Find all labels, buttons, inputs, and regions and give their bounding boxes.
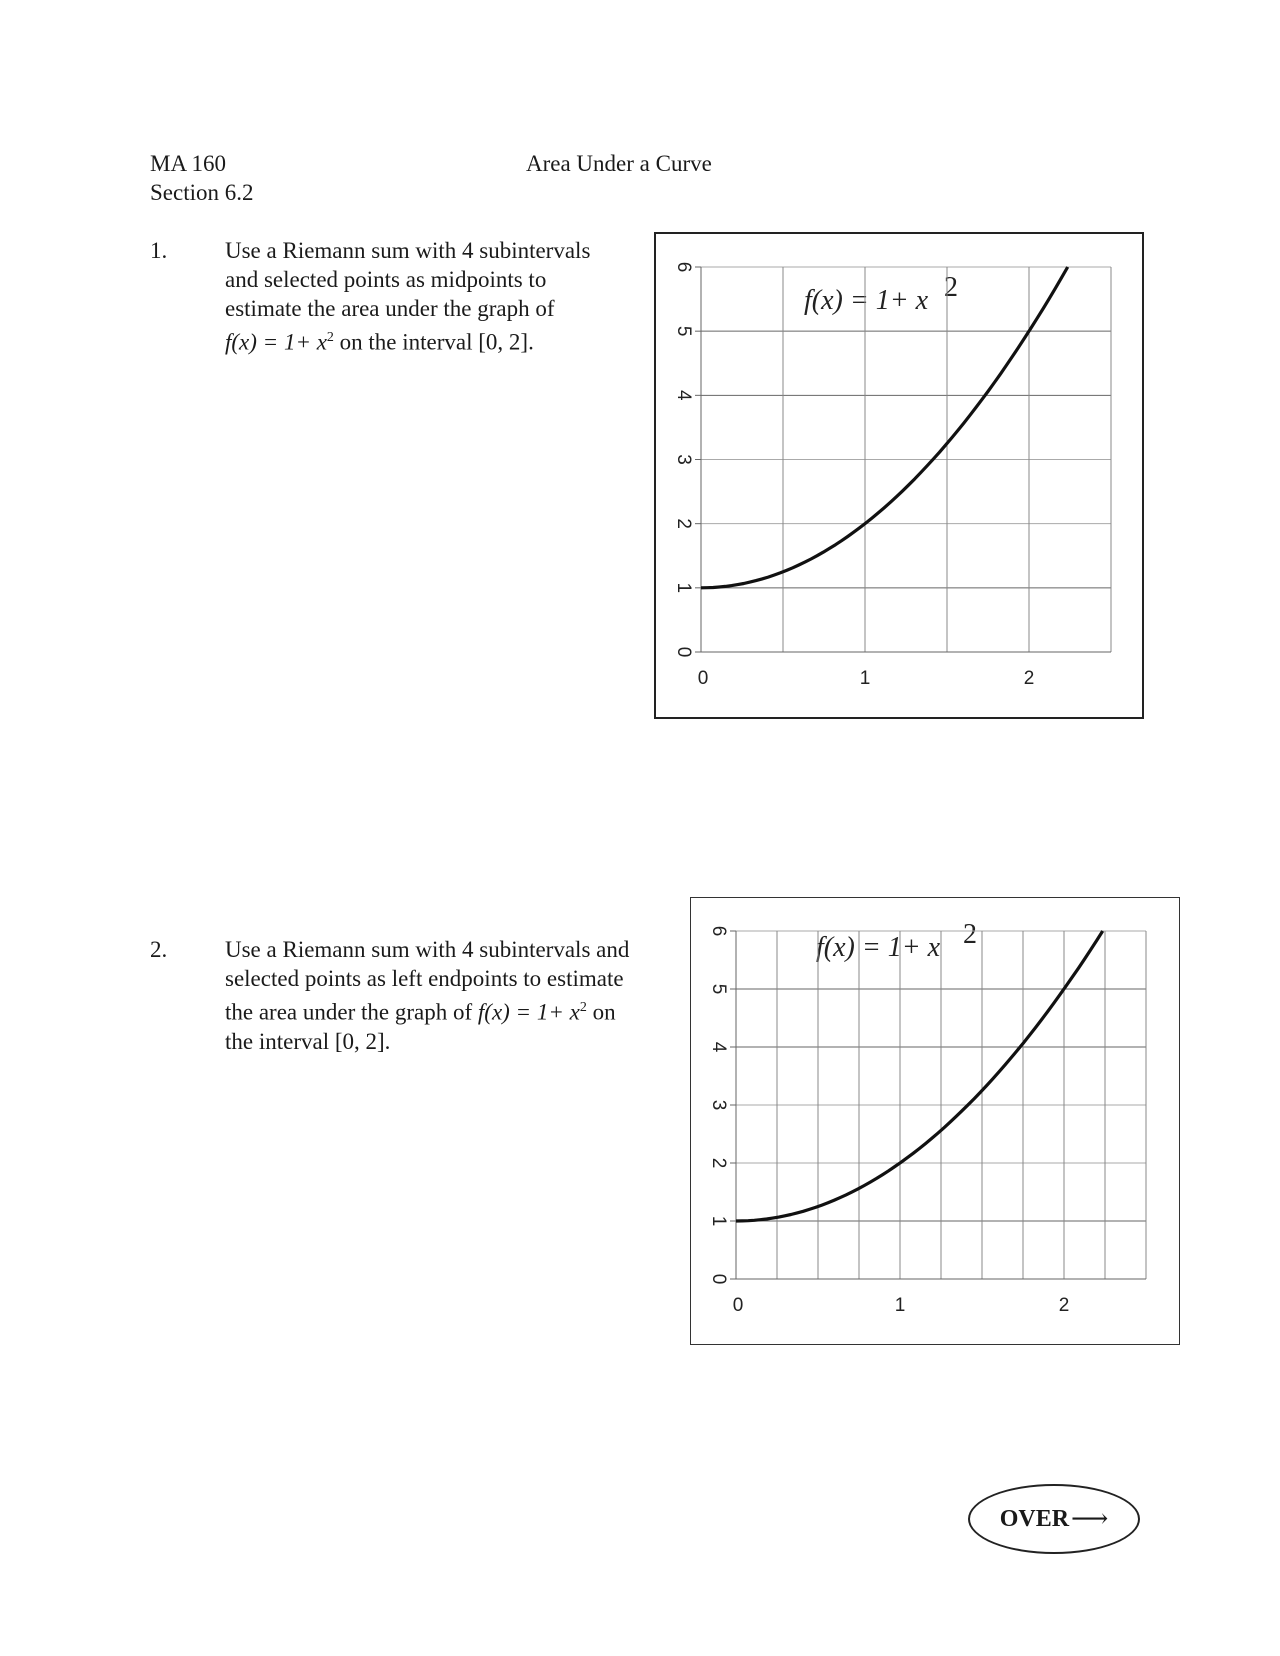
- course-code: MA 160: [150, 151, 227, 176]
- graph-1-function-exponent: 2: [944, 272, 958, 303]
- graph-2-svg: [691, 898, 1179, 1344]
- question-2-formula-exponent: 2: [579, 1000, 587, 1015]
- graph-1-y-tick-label: 5: [672, 325, 694, 337]
- graph-1-function-label: f(x) = 1+ x: [804, 285, 929, 316]
- graph-2-y-tick-label: 5: [707, 983, 729, 995]
- graph-1-y-tick-label: 1: [672, 582, 694, 594]
- question-2-number: 2.: [150, 937, 168, 962]
- graph-1-frame: [654, 232, 1144, 719]
- question-1-text: [225, 236, 645, 357]
- question-1-line: and selected points as midpoints to: [225, 267, 547, 292]
- question-1-formula: f(x) = 1+ x: [225, 329, 327, 355]
- graph-2-x-tick-label: 1: [894, 1295, 906, 1316]
- graph-2-x-tick-label: 2: [1058, 1295, 1070, 1316]
- graph-1-svg: [656, 234, 1142, 717]
- question-1-number: 1.: [150, 238, 168, 263]
- graph-2-y-tick-label: 3: [707, 1099, 729, 1111]
- question-2-formula-line: [225, 993, 675, 1027]
- question-2-formula: f(x) = 1+ x: [477, 999, 580, 1025]
- graph-1-y-tick-label: 6: [672, 261, 694, 273]
- graph-1-y-tick-label: 2: [672, 518, 694, 529]
- graph-2-function-label: f(x) = 1+ x: [816, 932, 941, 963]
- question-1-line: Use a Riemann sum with 4 subintervals: [225, 238, 591, 263]
- graph-2-y-tick-label: 2: [707, 1157, 729, 1169]
- question-2-prefix: the area under the graph of: [225, 999, 478, 1025]
- question-1-interval: on the interval [0, 2].: [333, 329, 534, 355]
- graph-1-y-tick-label: 4: [672, 390, 694, 401]
- graph-1-x-tick-label: 2: [1023, 668, 1035, 689]
- graph-2-x-tick-label: 0: [732, 1295, 744, 1316]
- question-1-formula-line: [225, 323, 645, 357]
- question-1-line: estimate the area under the graph of: [225, 296, 555, 321]
- question-2-suffix: on: [586, 999, 616, 1025]
- graph-2-function-exponent: 2: [963, 919, 977, 950]
- graph-1-x-tick-label: 1: [859, 668, 871, 689]
- over-button[interactable]: [968, 1484, 1140, 1554]
- graph-2-y-tick-label: 6: [707, 925, 729, 937]
- question-2-text: [225, 935, 675, 1056]
- graph-2-frame: [690, 897, 1180, 1345]
- graph-1-y-tick-label: 0: [672, 646, 694, 658]
- question-2-line: selected points as left endpoints to estimate: [225, 966, 624, 991]
- graph-2-y-tick-label: 4: [707, 1041, 729, 1053]
- question-2-line: Use a Riemann sum with 4 subintervals and: [225, 937, 630, 962]
- section-label: Section 6.2: [150, 180, 254, 205]
- graph-2-y-tick-label: 0: [707, 1273, 729, 1285]
- question-1-formula-exponent: 2: [326, 330, 334, 345]
- over-button-label: OVER: [999, 1505, 1070, 1532]
- page-title: Area Under a Curve: [526, 151, 712, 176]
- graph-2-function-curve: [736, 931, 1103, 1221]
- graph-1-y-tick-label: 3: [672, 454, 694, 465]
- graph-1-x-tick-label: 0: [697, 668, 709, 689]
- graph-2-y-tick-label: 1: [707, 1215, 729, 1227]
- arrow-right-icon: ⟶: [1071, 1504, 1109, 1533]
- question-2-line: the interval [0, 2].: [225, 1028, 391, 1054]
